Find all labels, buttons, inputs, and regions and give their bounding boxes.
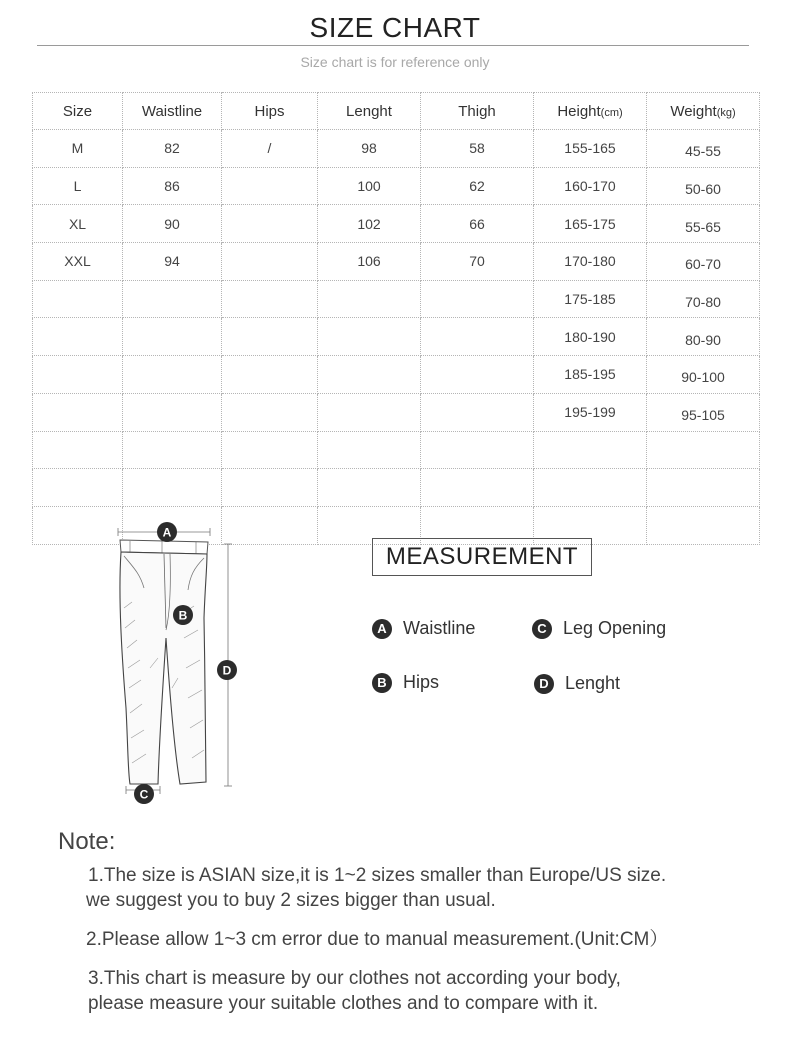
table-cell: 155-165 (534, 130, 647, 168)
table-cell (318, 393, 421, 431)
svg-text:A: A (162, 525, 172, 540)
column-header: Thigh (421, 93, 534, 130)
column-header: Size (33, 93, 123, 130)
table-cell: 55-65 (647, 205, 760, 243)
table-cell (421, 469, 534, 507)
table-cell: 58 (421, 130, 534, 168)
table-cell (123, 393, 222, 431)
table-cell: 195-199 (534, 393, 647, 431)
table-cell: 80-90 (647, 318, 760, 356)
table-cell (222, 393, 318, 431)
table-cell (647, 431, 760, 469)
badge-b: B (372, 673, 392, 693)
table-cell (222, 469, 318, 507)
table-row (33, 280, 760, 318)
table-row (33, 243, 760, 281)
table-cell (222, 280, 318, 318)
marker-b (173, 605, 193, 625)
table-cell (421, 393, 534, 431)
column-header: Hips (222, 93, 318, 130)
table-cell: XL (33, 205, 123, 243)
table-cell: 94 (123, 243, 222, 281)
note-2: 2.Please allow 1~3 cm error due to manual measurement.(Unit:CM） (86, 929, 669, 950)
table-cell: XXL (33, 243, 123, 281)
table-cell: 86 (123, 167, 222, 205)
legend-label: Leg Opening (563, 618, 667, 638)
table-cell (318, 318, 421, 356)
page-title: SIZE CHART (309, 12, 481, 43)
marker-d (217, 660, 237, 680)
badge-a: A (372, 619, 392, 639)
table-cell (318, 469, 421, 507)
table-cell: 95-105 (647, 393, 760, 431)
table-cell: 175-185 (534, 280, 647, 318)
table-row (33, 431, 760, 469)
table-header-row (33, 93, 760, 130)
svg-text:D: D (222, 663, 232, 678)
table-cell (421, 318, 534, 356)
column-header: Weight(kg) (647, 93, 760, 130)
badge-c: C (532, 619, 552, 639)
svg-text:B: B (178, 608, 188, 623)
table-cell (222, 318, 318, 356)
table-cell: 165-175 (534, 205, 647, 243)
table-cell (222, 205, 318, 243)
table-cell: 50-60 (647, 167, 760, 205)
table-cell (421, 431, 534, 469)
table-cell (421, 356, 534, 394)
legend-leg-opening (532, 618, 666, 639)
table-cell: 90 (123, 205, 222, 243)
marker-a (157, 522, 177, 542)
table-cell (123, 280, 222, 318)
table-cell (33, 280, 123, 318)
note-3-line-2: please measure your suitable clothes and to compare with it. (88, 993, 599, 1014)
table-cell (222, 243, 318, 281)
size-chart-table (32, 92, 760, 545)
table-cell (33, 469, 123, 507)
table-cell (33, 356, 123, 394)
legend-label: Hips (403, 672, 440, 692)
legend-label: Waistline (403, 618, 476, 638)
table-cell (318, 356, 421, 394)
table-cell (647, 506, 760, 544)
table-cell (33, 506, 123, 544)
table-cell: 66 (421, 205, 534, 243)
column-header: Lenght (318, 93, 421, 130)
note-3-line-1: 3.This chart is measure by our clothes not according your body, (88, 968, 621, 989)
marker-c (134, 784, 154, 804)
column-header: Height(cm) (534, 93, 647, 130)
table-cell (33, 318, 123, 356)
table-cell: 82 (123, 130, 222, 168)
table-cell: 102 (318, 205, 421, 243)
table-cell: 170-180 (534, 243, 647, 281)
legend-label: Lenght (565, 673, 621, 693)
legend-waistline (372, 618, 475, 639)
note-heading: Note: (58, 828, 116, 855)
table-cell (222, 356, 318, 394)
table-cell: / (222, 130, 318, 168)
badge-d: D (534, 674, 554, 694)
table-cell (534, 431, 647, 469)
table-cell (421, 280, 534, 318)
table-row (33, 130, 760, 168)
table-cell: M (33, 130, 123, 168)
table-cell: 98 (318, 130, 421, 168)
table-cell: 160-170 (534, 167, 647, 205)
page-subtitle: Size chart is for reference only (300, 54, 490, 70)
table-cell: 180-190 (534, 318, 647, 356)
title-divider (37, 45, 749, 46)
table-cell (534, 469, 647, 507)
note-1-line-1: 1.The size is ASIAN size,it is 1~2 sizes smaller than Europe/US size. (88, 865, 667, 886)
table-cell (33, 393, 123, 431)
legend-length (534, 673, 620, 694)
table-row (33, 356, 760, 394)
column-header: Waistline (123, 93, 222, 130)
table-cell: 70 (421, 243, 534, 281)
legend-hips (372, 672, 439, 693)
table-cell: 62 (421, 167, 534, 205)
table-cell (318, 431, 421, 469)
table-row (33, 205, 760, 243)
table-cell: 106 (318, 243, 421, 281)
table-cell (123, 431, 222, 469)
table-cell: 100 (318, 167, 421, 205)
table-cell (123, 356, 222, 394)
table-cell: 185-195 (534, 356, 647, 394)
table-cell (318, 280, 421, 318)
table-cell (222, 167, 318, 205)
table-cell (222, 431, 318, 469)
table-cell: 90-100 (647, 356, 760, 394)
table-cell (123, 469, 222, 507)
measurement-title: MEASUREMENT (372, 538, 592, 576)
table-cell: 70-80 (647, 280, 760, 318)
table-row (33, 167, 760, 205)
note-1-line-2: we suggest you to buy 2 sizes bigger than usual. (86, 890, 496, 911)
svg-text:C: C (139, 787, 149, 802)
table-row (33, 318, 760, 356)
table-cell (123, 318, 222, 356)
table-cell: 60-70 (647, 243, 760, 281)
pants-diagram (110, 518, 250, 808)
table-cell: 45-55 (647, 130, 760, 168)
table-cell: L (33, 167, 123, 205)
table-row (33, 393, 760, 431)
table-cell (33, 431, 123, 469)
table-cell (647, 469, 760, 507)
table-row (33, 469, 760, 507)
